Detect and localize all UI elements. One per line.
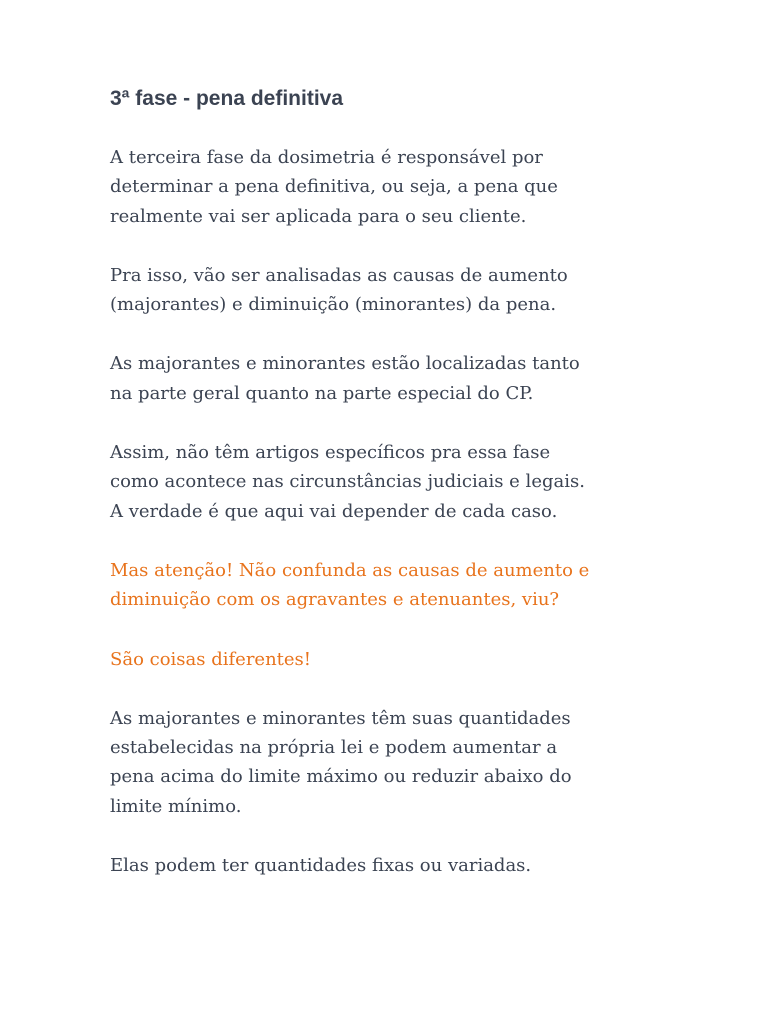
- text-line: As majorantes e minorantes estão localizadas tanto: [110, 353, 580, 375]
- text-line: como acontece nas circunstâncias judiciais e legais.: [110, 471, 585, 493]
- paragraph-warning: [110, 556, 700, 615]
- paragraph-intro: [110, 143, 700, 231]
- text-line: A terceira fase da dosimetria é responsável por: [110, 147, 543, 168]
- document-page: [110, 84, 700, 880]
- paragraph-quantities: [110, 704, 700, 821]
- text-line: Pra isso, vão ser analisadas as causas de aumento: [110, 264, 568, 286]
- paragraph-different: [110, 645, 700, 674]
- text-line: Assim, não têm artigos específicos pra essa fase: [110, 442, 551, 464]
- paragraph-fixed-variable: [110, 851, 700, 880]
- text-line: estabelecidas na própria lei e podem aumentar a: [110, 737, 558, 759]
- text-line: A verdade é que aqui vai depender de cada caso.: [110, 500, 558, 522]
- text-line: limite mínimo.: [110, 795, 242, 817]
- section-heading: 3ª fase - pena definitiva: [110, 87, 344, 110]
- paragraph-analysis: [110, 261, 700, 320]
- text-line: Elas podem ter quantidades fixas ou variadas.: [110, 855, 532, 877]
- text-line: (majorantes) e diminuição (minorantes) da pena.: [110, 294, 557, 316]
- text-line: na parte geral quanto na parte especial do CP.: [110, 382, 534, 404]
- text-line: determinar a pena definitiva, ou seja, a pena que: [110, 176, 558, 198]
- text-line: pena acima do limite máximo ou reduzir abaixo do: [110, 766, 572, 788]
- text-line: São coisas diferentes!: [110, 648, 312, 670]
- text-line: realmente vai ser aplicada para o seu cliente.: [110, 205, 527, 227]
- text-line: As majorantes e minorantes têm suas quantidades: [110, 707, 571, 729]
- paragraph-articles: [110, 438, 700, 526]
- paragraph-location: [110, 349, 700, 408]
- text-line: diminuição com os agravantes e atenuantes, viu?: [110, 589, 560, 611]
- text-line: Mas atenção! Não confunda as causas de aumento e: [110, 559, 590, 581]
